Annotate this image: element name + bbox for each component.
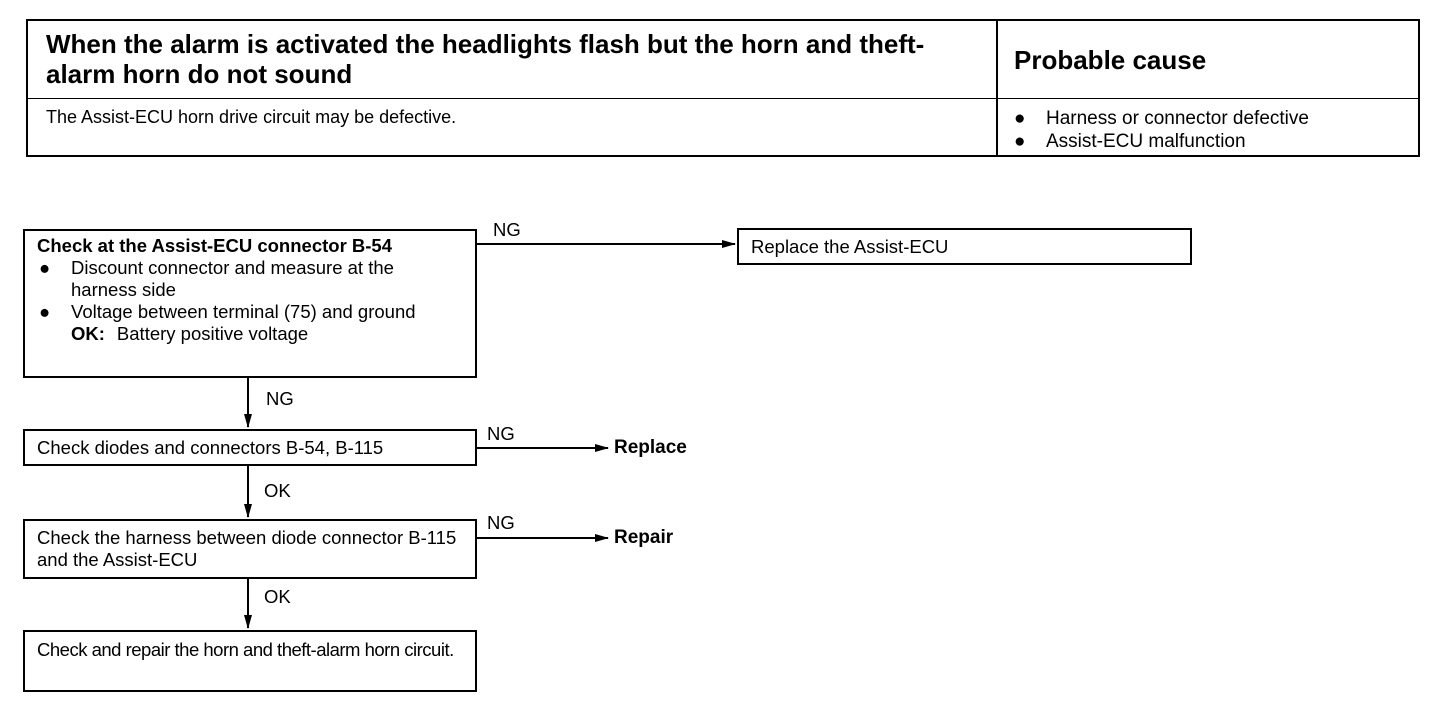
step2-ng-label: NG	[487, 423, 515, 444]
step3-ng-label: NG	[487, 512, 515, 533]
step4-box: Check and repair the horn and theft-alarm horn circuit.	[23, 630, 477, 692]
step2-ok-label: OK	[264, 480, 291, 501]
probable-cause-item: ● Harness or connector defective	[1014, 108, 1309, 129]
bullet-icon: ●	[1014, 108, 1026, 129]
step2-box: Check diodes and connectors B-54, B-115	[23, 429, 477, 466]
step1-title: Check at the Assist-ECU connector B-54	[37, 235, 393, 256]
step3-ok-label: OK	[264, 586, 291, 607]
bullet-icon: ●	[1014, 131, 1026, 152]
step1-bullet-item: ● Discount connector and measure at the harness side	[39, 257, 394, 300]
ok-label: OK:	[71, 323, 105, 344]
bullet-icon: ●	[39, 301, 51, 322]
ok-value: Battery positive voltage	[116, 323, 309, 344]
step1-ng-label: NG	[493, 219, 521, 240]
step1-bullets	[37, 257, 463, 323]
step1-ok-criterion	[37, 323, 463, 345]
step2-ng-result: Replace	[614, 437, 687, 458]
step1-down-label: NG	[266, 388, 294, 409]
bullet-icon: ●	[39, 257, 51, 278]
symptom-title: When the alarm is activated the headlights flash but the horn and theft-alarm horn do not sound	[46, 29, 925, 89]
step1-bullet-item: ● Voltage between terminal (75) and ground	[39, 301, 416, 322]
step3-ng-result: Repair	[614, 527, 674, 548]
step3-box: Check the harness between diode connector B-115 and the Assist-ECU	[23, 519, 477, 579]
probable-cause-heading: Probable cause	[1014, 45, 1207, 75]
symptom-description: The Assist-ECU horn drive circuit may be defective.	[46, 107, 457, 127]
step1-box	[23, 229, 477, 378]
step1-ng-result-box: Replace the Assist-ECU	[737, 228, 1192, 265]
probable-cause-item: ● Assist-ECU malfunction	[1014, 131, 1246, 152]
